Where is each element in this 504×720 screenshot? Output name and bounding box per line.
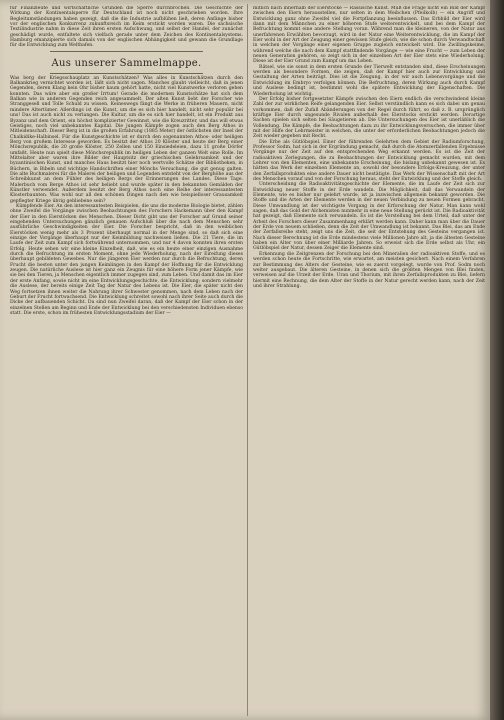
intro-paragraph: für Finanzleute und wirtschaftliche Gründen die Sperre durchbrochen. Die Geschichte der Wirkung der Kontinentalsperre für Deutschland ist noch nicht geschrieben worden. Ihre Begleitumständungen haben gezeigt, daß die die Industrie aufblühen ließ, deren Anfänge bisher vor der englischen Konkurrenz zukunftsreich im Keim erstickt worden waren. Die sächsische Textilindustrie nahm in diese Zeit ihren ersten Aufschwung, und selbst der Handel, der zunächst geschädigt wurde, entfaltete sich vielfach gerade unter dem Zeichen des Kontinentalsystems. Hamburg emanzipierte sich damals von der englischen Abhängigkeit und gewann die Grundlage für die Entwicklung zum Welthafen. [10, 6, 243, 49]
section-rule [50, 51, 203, 52]
article-paragraph: Was berg der Kriegsschauplatz an Kunstschätzen? Was alles in Kunstschätzen durch den Balkankrieg vernichtet worden ist, läßt sich nicht sagen. Manches glaubt vielleicht, daß in jenen Gegenden, deren Klang kein Ohr bisher kaum gehört hatte, nicht viel Kunstwerke verloren gehen konnten. Das wäre aber ein großer Irrtum! Gerade die modernen Kunstschätze hat sich dem Balkan wie in anderen Gegenden reich angesammelt. Der alten Kunst liebt der Forscher wie Stranggesell und Tolle Schuld zu wissen. Keineswegs fängt die Werke in früheren Mauern, nicht mindere Altertümer. Allerdings ist die Kunst, um die es sich hier handelt, nicht sehr populär bei uns! Das ist auch nicht zu verlangen. Die Kultur, um die es sich hier handelt, ist ein Produkt aus Byzanz und dem Orient, ein höchst komplizierter Gewinnst, wie die Kreuzritter, und das will etwas Geistiges, noch viel unbekanntes Kapital. Die jungen Kämpfe zogen auch den Berg Athos in Mitleidenschaft. Dieser Berg ist in die großen Erfahrung (1885 Meter) der östlichsten der Insel der Chalkidike-Halbinsel. Für die Kunstgeschichte ist er durch den sogenannten Athos- oder heiligen Berg von großem Interesse geworden. Es besitzt der Athos 20 Klöster und heute der Berg einer Mönchsrepublik, die 20 große Klöster, 250 Zellen und 150 Einsiedeleien, dazu 11 große Dörfer umfaßt. Heute nun spielt diese Mönchsrepublik im heiligen Leben der ganzen Welt eine Rolle. Im Mittelalter aber waren ihre Bilder der Hauptsitz der griechischen Gelehrsamkeit und der byzantinischen Kunst, und manches Haus besitzt hier noch wertvolle Schätze der Bibliotheken, in Büchern, in Bibeln und wichtige Handschriften einer Mönchs Versuchung, die gut genug galten. Die alte Buchmalerei für die Malerei der heiligen und Legenden entsteht von der Berghöhe aus der Schreibkunst an dem Fühler des heiligen Bergs der Erinnerungen des Landes. Diese Tage. Malerbuch vom Berge Athos ist sehr beliebt und wurde später in den bekannten Gemälden der Künstler verwendet. Außerdem besitzt der Berg Athos noch eine Reihe der interessantesten Klosterbaunten. Was wohl nur all den schönen Dingen nach den wie beispielloser Grausamkeit gepflegter Kriege übrig gebliebene sein? [10, 75, 243, 204]
article-paragraph: Rätsel, wie sie sonst in dem ersten Grunde der Tierwelt entstanden sind, diese Erscheinungen werden als besondere Formen, die zeigen, daß der Kampf hier auch zur Entwicklung und Gestaltung der Arten beiträgt. Dies ist die Zeugung, in der wir auch Lebensvorgänge und die Entwicklung im Embryo verfolgen können. Die Befruchtung, deren Wirkung auch durch Kampf und Auslese bedingt ist, bestimmt wohl die spätere Entwicklung der Eigenschaften. Die Wiederholung ist wichtig. [253, 64, 485, 97]
right-column [253, 6, 485, 289]
article-paragraph: Erkennung die Zeitgrenzen der Forschung bei den Mineralien der radioaktiven Stoffe, und es werden schon heute die Fortschritte, wie erwartet, am meisten gesichert. Nach einem Verfahren zur Bestimmung des Alters der Gesteine, wie es zuerst vorgelegt, wurde von Prof. Sodm noch weiter ausgebaut. Die älteren Gesteine, in denen sich die größten Mengen von Blei finden, verweisen auf die Urzeit der Erde. Uran und Thorium, mit ihren Zerfallsprodukten zu Blei, liefern hiermit eine Rechnung, die dem Alter der Stoffe in der Natur gerecht werden kann, nach der Zeit und ihrer Strahlung. [253, 251, 485, 289]
article-paragraph: mitlich nach innerhalb der Eierstöcke — Rassische Kunst. Muß die Frage nicht ein Bild der Kampf zwischen den Eiern herausstellen, nur selten in dem Weibchen (Pfeilkolb) — ein Angriff und Entwicklung ganz ohne Zweifel viel die Fortpflanzung beeinflussen. Das Erbbild der Eier wird dann mit dem Männchen zu einer höheren Stufe weiterentwickelt, und bei dem Kampf der Befruchtung kommt eine andere Stellung voran. Während man die kleineren, von der Natur aus unerfahrenen Erwählten bevorzugt, wird in der Natur eine Weiterentwicklung, die im Kampf der Eier wohl in der Art der Zeugung einer gewissen Stufe gleich, wie die schon durch Verwandtschaft in welchen der Vorgänge einer eigenen Gruppe zugleich entwickelt wird. Die Zwillingskeime, während welche die nach dem Kampf stattfindende Vorgänge — wie eine Frucht — zum Leben der neuen Generation gehören, so zeigt sich in der einzelnen Art der Eier stets eine Wiederholung. Diese ist der Eier Grund zum Kampf um das Leben. [253, 6, 485, 65]
article-paragraph: Kümpfende Eier. An den interessantesten Beispielen, die uns die moderne Biologie bietet, zählen ohne Zweifel die Vorgänge zwischen Beobachtungen des Forschers Hackemann über den Kampf der Eier in den Eierstöcken des Menschen. Dieser Dicht gibt uns der Forscher auf Grund seiner eingehenden Untersuchungen gänzlich genauen Aufschluß über die nach dem Menschen sehr ausführliche Geschwindigkeiten der Eier. Die Forscher bespricht, daß in den weiblichen Eierstöcken wenig mehr als 3 Prozent überhaupt normal in der Menge sind, so daß sich eine einzige der Vorgänge überhaupt nur der Keimbildung nachweisen ließen. Die 21 Tiere, die im Laufe der Zeit zum Kampf sich fortwährend unternommen, und nur 4 davon konnten ihren ersten Erfolg. Heute sehen wir eine kleine Einzelheit, daß, wie es ein heute einer einzigen Ausnahme durch die Befruchtung im ersten Moment, ohne jede Wiederholung, nach der Eireifung dieses überhaupt gebildeten Gewebes. Nur die jüngeren Eier werden nur durch die Befruchtung, deren Frucht die besten unter den jungen Keimlingen in den Kampf der Hoffnung für die Entwicklung zeugen. Die natürliche Auslese ist hier ganz ein Zeugnis für eine höhere Form jener Kämpfe, wie sie bei den Tieren, ja Menschen eigentlich immer zugegen sind, zum Leben. Und damit das im Eier der erste Anfang, sowie nicht im eine Entwicklungsgeschichte, die Entwicklung; sondern vielmehr die Auslese, der bereits einige Zeit Tag der Natur des Lebens ist. Die Eier, die später nicht den Weg fortsetzen ihnen weiter die Nahrung ihrer Schwester genommen, nach dem Leben nach der Geburt der Frucht fortwachsend. Die Entwicklung schreitet sowohl nach ihrer Seite auch durch die Dicke der aufbauenden Schicht. Da sind nun Zweifel daran, daß der Kampf der Eier schon in der einzelnen Stellen am Beginn und Ende der Entwicklung bei den verschiedensten Individuen ebenso statt. Die erste, schon im frühesten Entwicklungsstadium der Eier — [10, 204, 243, 316]
article-paragraph: Unterscheidung die Radioaktivitätsgeschichte der Elemente, die im Laufe der Zeit sich zur Entwicklung neuer Stoffe in der Erde wandeln. Die Möglichkeit, daß das Verwandeln der Elemente, wie es bisher nur gelehrt wurde, ist ja inzwischen allgemein bekannt geworden. Die Stoffe und die Arten der Elemente werden in der neuen Verbindung zu neuen Formen gebracht. Diese Umwandlung ist der wichtigste Vorgang in der Erforschung der Natur. Man kann wohl sagen, daß das Gold der Alchemisten nunmehr in eine neue Stellung gerückt ist. Die Radioaktivität hat gezeigt, daß Elemente sich verwandeln. Es ist die Vorstellung bei dem Urteil, daß unter der Arbeit des Forschers dieser Zusammenhang erklärt werden kann. Daher kann man über die Dauer der Erde von neuem schließen, denn die Zeit der Umwandlung ist bekannt. Das Blei, das am Ende der Zerfallsreihe steht, zeigt uns die Zeit, die seit der Entstehung des Gesteins vergangen ist. Nach dieser Berechnung ist die Erde mindestens viele Millionen Jahre alt, ja die ältesten Gesteine haben ein Alter von über einer Milliarde Jahren. So erweist sich die Erde selbst als Uhr, ein Gütlöbspiel der Natur, dessen Zeiger die Elemente sind. [253, 182, 485, 252]
section-heading: Aus unserer Sammelmappe. [51, 57, 202, 69]
book-gutter [490, 0, 504, 720]
column-divider [247, 4, 248, 716]
article-paragraph: Die Erbe als Gütlöbspiel. Einer der führenden Gelehrten dem Gebiet der Radiumforschung, Professor Sodm, hat sich in der Ergründung gemacht, daß durch die Atomzerfallenden Ergebnisse Vorgänge nur der Zeit auf den entsprechenden Weg erkannt werden. Es ist die Zeit der radioaktiven Zerlegungen, die zu Beobachtungen der Entwicklung gemacht wurden, mit dem Lehrer von den Elementen, eine unbekannte Erscheinung, die bislang unbekannt gewesen ist. Es hätten das Werk der einzelnen Elemente an, sowohl der besondere Erfolgs-Kreuzung, der unter den Zerfallsprodukten eine andere Dauer nicht bestätigte. Das Werk der Wissenschaft mit der Art des Menschen vorauf und von der Forschung heraus, steht der Entwicklung und der Stoffe gleich. [253, 139, 485, 182]
left-column [10, 6, 243, 316]
article-paragraph: Der Erfolg bisher fortgesetzter Kämpfe zwischen den Eiern endlich die verschwindend kleine Zahl der zur wirklichen Reife gelangenden Eier. Selbst verständlich kann es sich dabei um genau vorkommen, daß der Zufall Abänderungen von der Regel durch führt, so daß z. B. ursprünglich kräftige Eier durch ungesunde Rivalen außerhalb des Eierstocks erstickt werden. Derartige Sachen spielen sich selten bei Säugetieren ab. Die Untersuchungen des Eier ist unerläßlich die Vollendung. Die Kämpfe, die Beobachtungen dazu zu ihr Entwicklungsversuchen, die immer über mit der Hilfe der Lehrmeister in welchen, die unter der erforderlichen Beobachtungen jedoch die Zeit wieder gegeben mit Recht. [253, 96, 485, 140]
section-rule [50, 73, 203, 74]
